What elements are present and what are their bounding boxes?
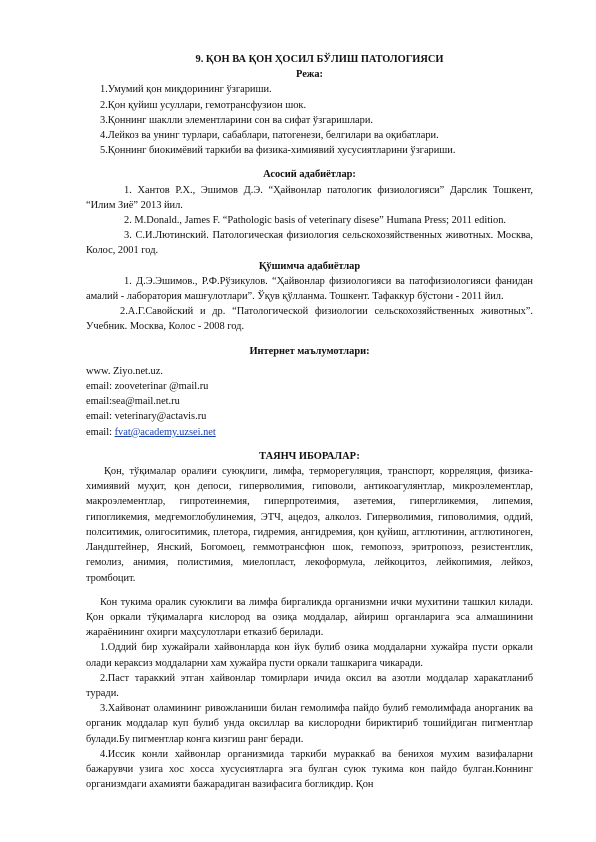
email-prefix: email: — [86, 426, 115, 438]
extra-literature-item: 1. Д.Э.Эшимов., Р.Ф.Рўзикулов. “Ҳайвонлар физиологияси ва патофизиологияси фанидан амалий - лаборатория машғулотлари”. Ўқув қўлланма. Тошкент. Тафаккур бўстони - 2011 йил. — [86, 275, 533, 303]
email-line: email:sea@mail.net.ru — [86, 396, 180, 408]
keywords-heading: ТАЯНЧ ИБОРАЛАР: — [259, 450, 360, 462]
main-literature-item: 1. Хантов Р.Х., Эшимов Д.Э. “Ҳайвонлар патологик физиологияси” Дарслик Тошкент, “Илим Зиё” 2013 йил. — [86, 184, 533, 211]
body-paragraph: 4.Иссик конли хайвонлар организмида таркиби мураккаб ва бенихоя мухим вазифаларни бажарувчи узига хос хосса хусусиятларга эга булган суюк тукима кон пайдо булган.Коннинг организмдаги ахамияти бажарадиган вазифасига богликдир. Қон — [86, 748, 533, 791]
plan-item: 4.Лейкоз ва унинг турлари, сабаблари, патогенези, белгилари ва оқибатлари. — [100, 130, 439, 142]
plan-item: 3.Қоннинг шаклли элементларини сон ва сифат ўзгаришлари. — [100, 114, 373, 126]
email-line — [86, 425, 533, 440]
website-link[interactable]: www. Ziyo.net.uz. — [86, 365, 163, 377]
extra-literature-item: 2.А.Г.Савойский и др. “Патологической физиологии сельскохозяйственных животных”. Учебник. Москва, Колос - 2008 год. — [86, 306, 533, 333]
body-paragraph: Кон тукима оралик суюклиги ва лимфа биргаликда организмни ички мухитини ташкил килади. Қон оркали тўқималарга кислород ва озиқа моддалар, айириш органларига эса алмашинини жараёнининг охирги маҳсулотлари етказиб берилади. — [86, 596, 533, 639]
document-page — [86, 52, 533, 792]
email-link[interactable]: fvat@academy.uzsei.net — [114, 426, 216, 438]
body-paragraph: 1.Оддий бир хужайрали хайвонларда кон йук булиб озика моддаларни хужайра пусти оркали олади керaксиз моддаларни хам хужайра пусти оркали ташкарига чикаради. — [86, 642, 533, 669]
main-literature-heading: Асосий адабиётлар: — [263, 169, 356, 181]
plan-list — [86, 82, 533, 158]
extra-literature-heading: Қўшимча адабиётлар — [258, 260, 361, 272]
plan-item: 5.Қоннинг биокимёвий таркиби ва физика-химиявий хусусиятларини ўзгариши. — [100, 145, 456, 157]
internet-heading: Интернет маълумотлари: — [249, 345, 370, 357]
keywords-paragraph: Қон, тўқималар оралиғи суюқлиги, лимфа, терморегуляция, транспорт, корреляция, физика-химиявий муҳит, қон депоси, гиперволимия, гиповоли, антикоагулянтлар, микроэлементлар, макроэлементлар, гипротеинемия, гиперпротеимия, азетемия, гипергликемия, липемия, гипогликемия, медгемоглобулинемия, ЭТЧ, ацедоз, алколоз. Гиперволимия, гиповолимия, оддий, полситимик, олигоситимик, плетора, гидремия, ангидремия, қон қуйиш, агглютинин, агглютиноген, Ландштейнер, Янский, Богомоец, геммотрансфюн шок, гемопоэз, эритропоэз, резистентлик, гемолиз, анимия, полистимия, миелопласт, лекоформула, лейкоцитоз, лейкопимия, лейкоз, тромбоцит. — [86, 466, 533, 584]
main-literature-item: 3. С.И.Лютинский. Патологическая физиология сельскохозяйственных животных. Москва, Колос, 2001 год. — [86, 230, 533, 257]
plan-item: 2.Қон қуйиш усуллари, гемотрансфузион шок. — [100, 99, 307, 111]
page-title: 9. ҚОН ВА ҚОН ҲОСИЛ БЎЛИШ ПАТОЛОГИЯСИ — [195, 54, 444, 65]
plan-item: 1.Умумий қон миқдорининг ўзгариши. — [100, 84, 272, 96]
main-literature-item: 2. M.Donald., James F. “Pathologic basis of veterinary disese” Humana Press; 2011 edition. — [124, 215, 507, 227]
email-line: email: veterinary@actavis.ru — [86, 411, 207, 423]
plan-heading: Режа: — [295, 69, 323, 81]
body-paragraph: 3.Хайвонат оламининг ривожланиши билан гемолимфа пайдо булиб гемолимфада анорганик ва органик моддалар куп булиб унда оксиллар ва кислородни бириктириб тошийдиган пигментлар булади.Бу пигментлар конга кизгиш ранг беради. — [86, 703, 533, 745]
body-paragraph: 2.Паст тараккий этган хайвонлар томирлари ичида оксил ва азотли моддалар харакатланиб туради. — [86, 672, 533, 699]
email-line: email: zooveterinar @mail.ru — [86, 381, 209, 393]
